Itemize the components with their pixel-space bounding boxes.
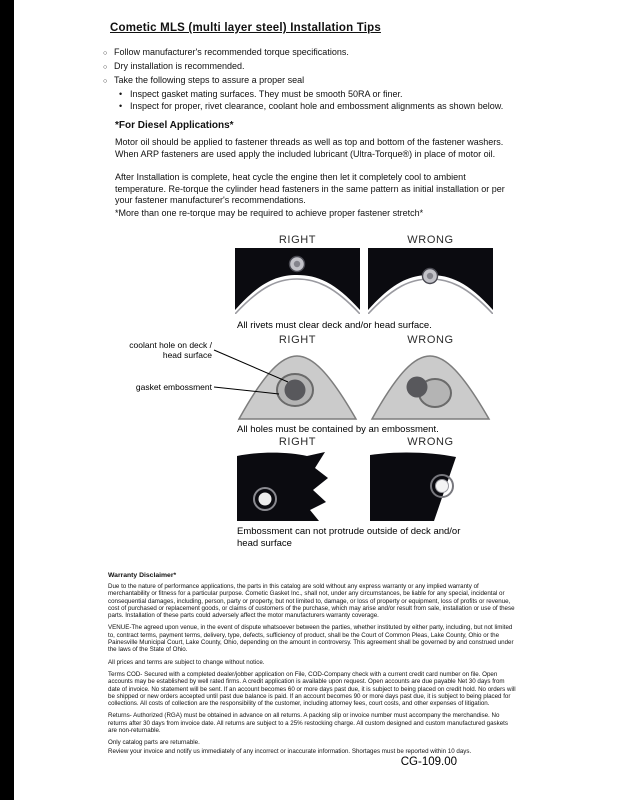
bullet-item <box>103 74 527 88</box>
annotation-coolant-hole: coolant hole on deck / head surface <box>129 340 212 360</box>
deck-wrong-illustration-icon <box>368 450 493 522</box>
bullet-item <box>103 60 527 74</box>
bullet-text: Dry installation is recommended. <box>114 61 245 71</box>
bullet-text: Take the following steps to assure a proper seal <box>114 75 305 85</box>
warranty-paragraph: Returns- Authorized (RGA) must be obtained in advance on all returns. A packing slip or invoice number must accompany the merchandise. No returns after 30 days from invoice date. All returns are subject to a 25% restocking charge. All custom designed and custom manufactured gaskets are non-returnable. <box>108 712 508 735</box>
open-circle-bullet-icon: ○ <box>103 78 108 85</box>
rivet-right-illustration-icon <box>235 248 360 314</box>
hole-not-contained-diagram <box>368 348 493 425</box>
embossment-wrong-illustration-icon <box>368 348 493 420</box>
row1-wrong-label: WRONG <box>407 234 454 246</box>
retorque-note: *More than one re-torque may be required to achieve proper fastener stretch* <box>115 208 424 218</box>
warranty-paragraph: VENUE-The agreed upon venue, in the event of dispute whatsoever between the parties, whether instituted by either party, including, but not limited to, contract terms, payment terms, delivery, type, defects, sufficiency of product, shall be the Court of Common Pleas, Lake County, Ohio or the Painesville Municipal Court, Lake County, Ohio, depending on the amount in controversy. This agreement shall be governed by and construed under the laws of the State of Ohio. <box>108 624 514 654</box>
diesel-paragraph-1: Motor oil should be applied to fastener threads as well as top and bottom of the fastener washers. When ARP fasteners are used apply the included lubricant (Ultra-Torque®) in place of motor oil. <box>115 137 504 159</box>
embossment-protruding-diagram <box>368 450 493 527</box>
warranty-disclaimer-section <box>108 572 516 760</box>
warranty-paragraph: Review your invoice and notify us immediately of any incorrect or inaccurate information. Shortages must be reported within 10 days. <box>108 747 472 755</box>
hole-contained-diagram <box>235 348 360 425</box>
row1-right-label: RIGHT <box>278 234 317 246</box>
bullet-item <box>103 46 527 60</box>
filled-bullet-icon: • <box>119 101 123 111</box>
embossment-right-illustration-icon <box>235 348 360 420</box>
diesel-paragraph-2: After Installation is complete, heat cycle the engine then let it completely cool to ambient temperature. Re-torque the cylinder head fasteners in the same pattern as initial installation or per your fastener manufacturer's recommendations. <box>115 172 505 205</box>
sub-bullet-text: Inspect gasket mating surfaces. They must be smooth 50RA or finer. <box>130 89 403 99</box>
warranty-paragraph: All prices and terms are subject to change without notice. <box>108 658 265 666</box>
sub-bullet-text: Inspect for proper, rivet clearance, coolant hole and embossment alignments as shown below. <box>130 101 504 111</box>
rivet-clear-diagram <box>235 248 360 319</box>
page-code: CG-109.00 <box>400 756 457 768</box>
row2-wrong-label: WRONG <box>407 334 454 346</box>
deck-right-illustration-icon <box>235 450 360 522</box>
embossment-inside-diagram <box>235 450 360 527</box>
tips-bullet-list <box>103 46 527 112</box>
rivet-touching-diagram <box>368 248 493 319</box>
warranty-paragraph: Only catalog parts are returnable. <box>108 739 200 747</box>
warranty-heading: Warranty Disclaimer* <box>108 572 177 579</box>
rivet-caption: All rivets must clear deck and/or head surface. <box>237 320 432 331</box>
bullet-text: Follow manufacturer's recommended torque specifications. <box>114 47 349 57</box>
embossment-caption: Embossment can not protrude outside of deck and/or head surface <box>237 526 461 549</box>
holes-caption: All holes must be contained by an embossment. <box>237 424 439 435</box>
open-circle-bullet-icon: ○ <box>103 50 108 57</box>
sub-bullet-item <box>119 88 527 100</box>
installation-diagrams <box>0 232 618 570</box>
row3-wrong-label: WRONG <box>407 436 454 448</box>
open-circle-bullet-icon: ○ <box>103 64 108 71</box>
rivet-wrong-illustration-icon <box>368 248 493 314</box>
warranty-paragraph: Terms COD- Secured with a completed dealer/jobber application on File, COD-Company check with a current credit card number on file. Open accounts may be established by well rated firms. A credit application is available upon request. Open accounts are due payable Net 30 days from date of invoice. No statement will be sent. If an account becomes 60 or more days past due, it is subject to being placed on credit hold. No orders will be shipped or new orders accepted until past due balance is paid. If an account becomes 90 or more days past due, it is subject to being placed for collections. All costs of collection are the responsibility of the customer, including attorney fees, court costs, and other expenses of litigation. <box>108 670 516 708</box>
row3-right-label: RIGHT <box>278 436 317 448</box>
row2-right-label: RIGHT <box>278 334 317 346</box>
page-title: Cometic MLS (multi layer steel) Installation Tips <box>110 22 381 34</box>
sub-bullet-item <box>119 100 527 112</box>
diesel-applications-heading: *For Diesel Applications* <box>115 120 234 131</box>
filled-bullet-icon: • <box>119 89 123 99</box>
annotation-gasket-embossment: gasket embossment <box>135 382 212 392</box>
warranty-paragraph: Due to the nature of performance applications, the parts in this catalog are sold without any express warranty or any implied warranty of merchantability or fitness for a particular purpose. Cometic Gasket Inc., shall not, under any circumstances, be liable for any special, incidental or consequential damages, including, person, party or property, but not limited to, damage, or loss of property or equipment, loss of profits or revenue, cost of purchased or replacement goods, or claims of customers of the purchase, which may arise and/or result from sale, installation or use of these parts. Installation of these parts could adversely affect the motor manufacturers warranty coverage. <box>108 583 515 620</box>
